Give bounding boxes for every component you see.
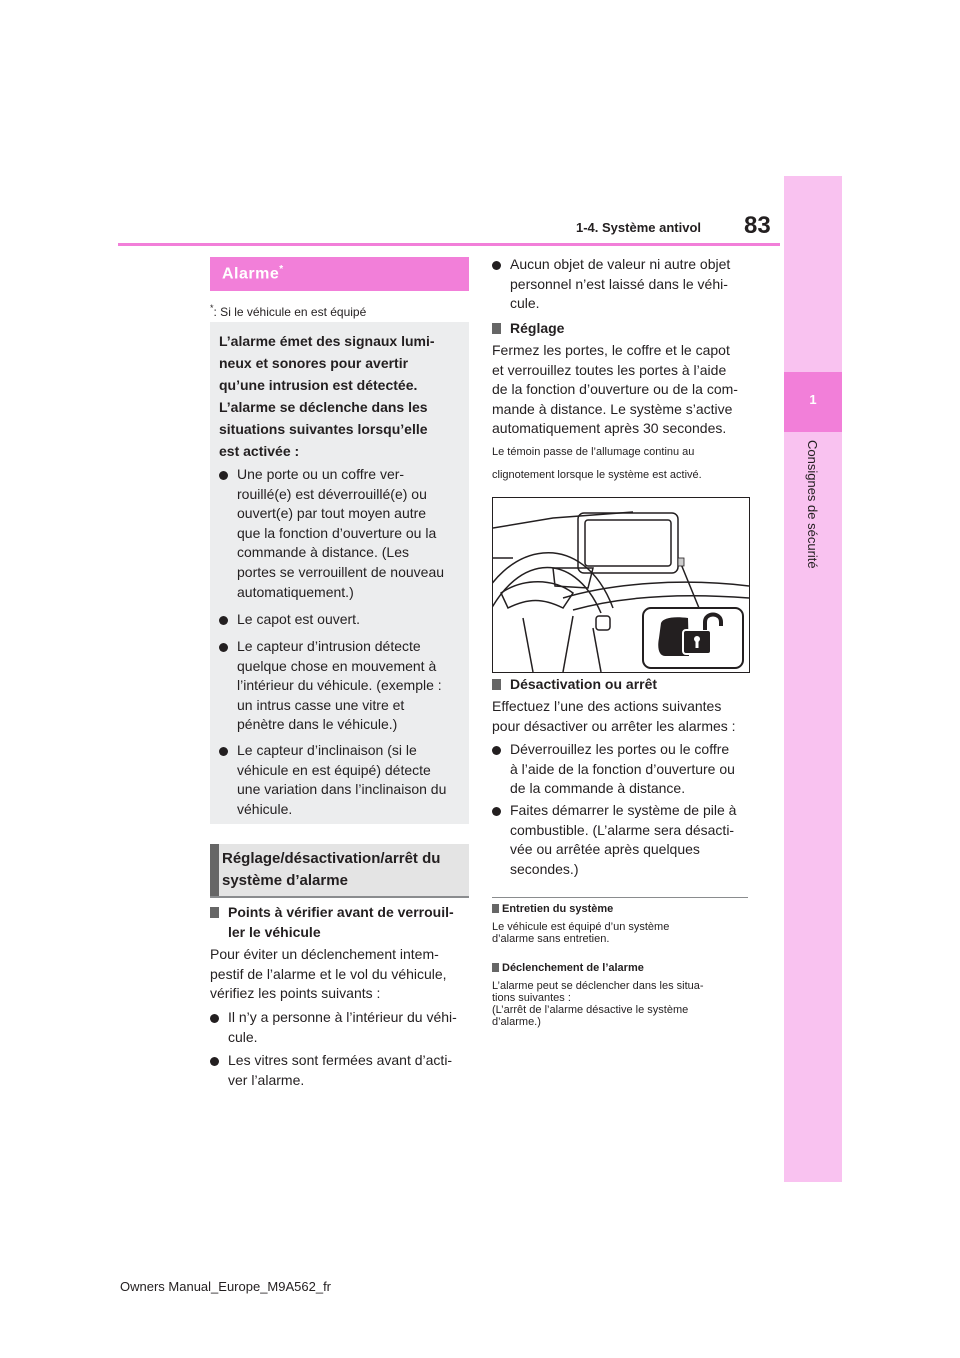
alarm-heading	[210, 257, 469, 291]
bullet-line: de la commande à distance.	[510, 780, 686, 797]
side-tab	[784, 176, 842, 1182]
square-bullet-icon	[492, 323, 501, 334]
footer-document-id: Owners Manual_Europe_M9A562_fr	[120, 1279, 332, 1294]
intro-line: L’alarme se déclenche dans les	[219, 399, 428, 415]
check-intro	[210, 945, 470, 1004]
deactivation-text	[492, 697, 752, 736]
bullet-line: rouillé(e) est déverrouillé(e) ou	[237, 485, 427, 502]
para-line: pour désactiver ou arrêter les alarmes :	[492, 717, 736, 734]
para-line: vérifiez les points suivants :	[210, 985, 381, 1002]
heading-line: système d’alarme	[222, 872, 348, 889]
bullet-line: Une porte ou un coffre ver-	[237, 466, 405, 482]
indicator-note	[492, 441, 752, 487]
bullet-icon	[492, 807, 501, 816]
heading-line: Points à vérifier avant de verrouil-	[228, 904, 454, 920]
alarm-heading-text	[222, 264, 284, 283]
square-bullet-icon	[210, 907, 219, 918]
alarm-heading-label: Alarme	[222, 265, 280, 283]
bullet-line: ouvert(e) par tout moyen autre	[237, 505, 427, 522]
para-line: pestif de l’alarme et le vol du véhicule,	[210, 965, 447, 982]
bullet-line: secondes.)	[510, 860, 579, 877]
notes-divider	[492, 897, 748, 898]
page-number: 83	[744, 212, 771, 239]
bullet-line: Aucun objet de valeur ni autre objet	[510, 256, 731, 272]
bullet-line: quelque chose en mouvement à	[237, 657, 437, 674]
bullet-line: vée ou arrêtée après quelques	[510, 841, 700, 858]
note-line: d’alarme.)	[492, 1016, 541, 1028]
para-line: et verrouillez toutes les portes à l’aide	[492, 361, 727, 378]
note-heading-text: Entretien du système	[502, 903, 614, 915]
bullet-line: Déverrouillez les portes ou le coffre	[510, 741, 730, 757]
footnote-text: : Si le véhicule en est équipé	[213, 305, 367, 319]
alarm-intro	[219, 330, 464, 462]
bullet-line: combustible. (L’alarme sera désacti-	[510, 821, 735, 838]
note-body	[492, 980, 748, 1028]
heading-line: Désactivation ou arrêt	[510, 676, 658, 692]
para-line: Fermez les portes, le coffre et le capot	[492, 342, 730, 358]
note-line: (L’arrêt de l’alarme désactive le système	[492, 1004, 689, 1016]
bullet-line: pénètre dans le véhicule.)	[237, 716, 398, 733]
dashboard-illustration	[492, 497, 750, 673]
bullet-line: Les vitres sont fermées avant d’acti-	[228, 1052, 453, 1068]
note-line: L’alarme peut se déclencher dans les situa-	[492, 980, 704, 992]
square-bullet-icon	[492, 963, 499, 972]
heading-line: Réglage/désactivation/arrêt du	[222, 850, 441, 867]
bullet-icon	[219, 643, 228, 652]
bullet-line: véhicule.	[237, 800, 293, 817]
bullet-line: commande à distance. (Les	[237, 544, 409, 561]
heading-bar	[210, 844, 219, 896]
bullet-line: véhicule en est équipé) détecte	[237, 761, 431, 778]
chapter-title	[784, 440, 842, 580]
bullet-icon	[219, 747, 228, 756]
bullet-line: Faites démarrer le système de pile à	[510, 802, 737, 818]
note-line: Le véhicule est équipé d’un système	[492, 921, 670, 933]
para-line: automatiquement après 30 secondes.	[492, 420, 727, 437]
bullet-line: automatiquement.)	[237, 583, 354, 600]
intro-line: est activée :	[219, 443, 300, 459]
bullet-line: cule.	[510, 295, 540, 312]
heading-line: ler le véhicule	[228, 923, 321, 940]
bullet-line: cule.	[228, 1028, 258, 1045]
intro-line: L’alarme émet des signaux lumi-	[219, 333, 435, 349]
reglage-heading	[210, 844, 469, 898]
bullet-line: que la fonction d’ouverture ou la	[237, 524, 437, 541]
chapter-number: 1	[809, 392, 817, 407]
bullet-line: une variation dans l’inclinaison du	[237, 781, 447, 798]
square-bullet-icon	[492, 904, 499, 913]
bullet-icon	[210, 1057, 219, 1066]
small-line: Le témoin passe de l’allumage continu au	[492, 446, 695, 458]
para-line: Effectuez l’une des actions suivantes	[492, 698, 722, 714]
bullet-line: un intrus casse une vitre et	[237, 696, 405, 713]
note-line: d’alarme sans entretien.	[492, 933, 610, 945]
bullet-line: l’intérieur du véhicule. (exemple :	[237, 677, 442, 694]
intro-line: situations suivantes lorsqu’elle	[219, 421, 428, 437]
bullet-icon	[219, 616, 228, 625]
intro-line: neux et sonores pour avertir	[219, 355, 409, 371]
bullet-line: Le capteur d’intrusion détecte	[237, 638, 421, 654]
square-bullet-icon	[492, 679, 501, 690]
section-title: 1-4. Système antivol	[576, 220, 701, 235]
bullet-line: à l’aide de la fonction d’ouverture ou	[510, 760, 735, 777]
dashboard-drawing	[493, 498, 749, 672]
note-body	[492, 921, 748, 945]
bullet-line: ver l’alarme.	[228, 1071, 305, 1088]
bullet-line: Le capot est ouvert.	[237, 611, 360, 627]
small-line: clignotement lorsque le système est activé.	[492, 469, 702, 481]
bullet-icon	[492, 261, 501, 270]
header-rule	[118, 243, 780, 246]
note-heading-text: Déclenchement de l’alarme	[502, 962, 644, 974]
intro-line: qu’une intrusion est détectée.	[219, 377, 418, 393]
footnote-mark: *	[210, 303, 214, 313]
bullet-icon	[492, 746, 501, 755]
setting-text	[492, 341, 752, 439]
footnote	[210, 303, 366, 319]
bullet-line: Le capteur d’inclinaison (si le	[237, 742, 417, 758]
alarm-heading-mark: *	[279, 264, 284, 275]
bullet-icon	[210, 1014, 219, 1023]
para-line: de la fonction d’ouverture ou de la com-	[492, 381, 738, 398]
chapter-title-text: Consignes de sécurité	[805, 440, 820, 569]
note-line: tions suivantes :	[492, 992, 571, 1004]
para-line: mande à distance. Le système s’active	[492, 400, 733, 417]
bullet-icon	[219, 471, 228, 480]
para-line: Pour éviter un déclenchement intem-	[210, 946, 439, 962]
bullet-line: Il n’y a personne à l’intérieur du véhi-	[228, 1009, 457, 1025]
bullet-line: portes se verrouillent de nouveau	[237, 563, 445, 580]
heading-line: Réglage	[510, 320, 565, 336]
bullet-line: personnel n’est laissé dans le véhi-	[510, 275, 728, 292]
